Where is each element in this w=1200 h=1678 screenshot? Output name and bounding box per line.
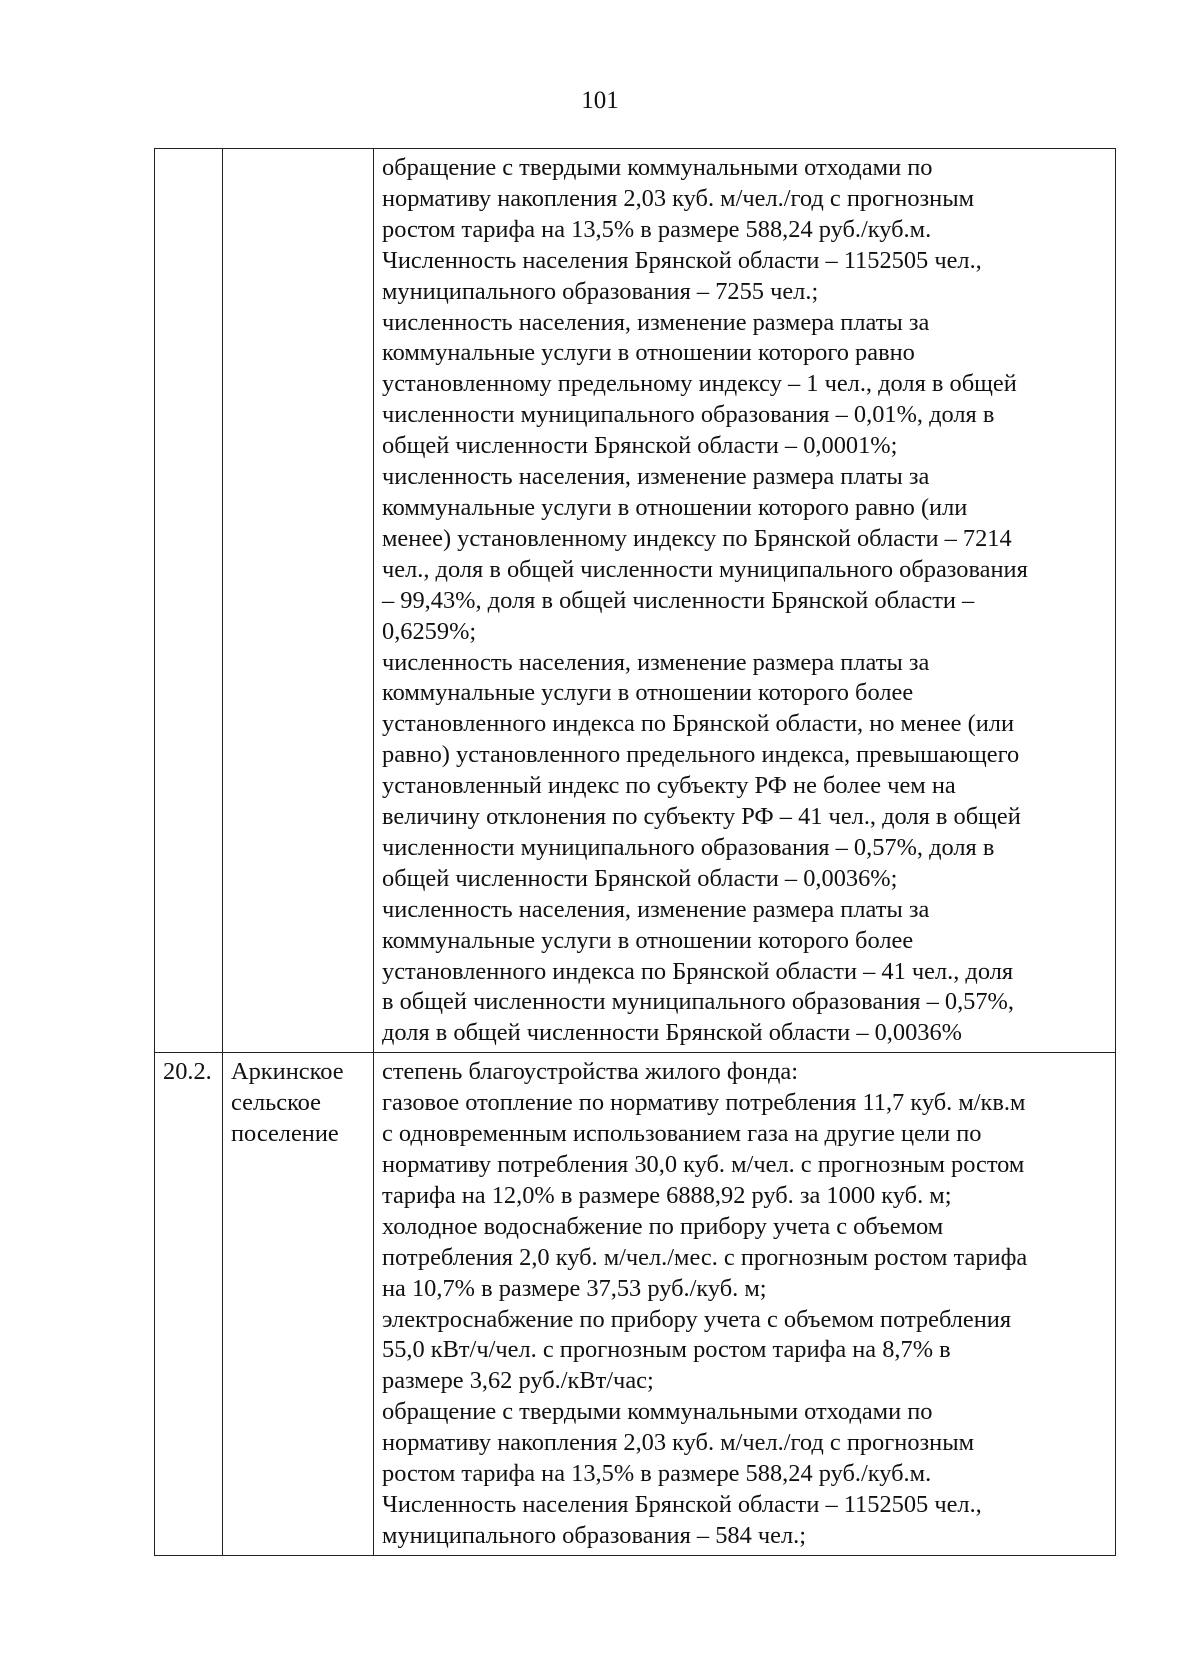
description-cell <box>374 1053 1116 1556</box>
description-line: тарифа на 12,0% в размере 6888,92 руб. за 1000 куб. м; <box>382 1181 952 1209</box>
description-line: газовое отопление по нормативу потребления 11,7 куб. м/кв.м <box>382 1089 1026 1117</box>
description-line: нормативу потребления 30,0 куб. м/чел. с прогнозным ростом <box>382 1151 1025 1178</box>
settlement-name-line: Аркинское <box>231 1058 344 1086</box>
description-line: муниципального образования – 7255 чел.; <box>382 277 819 305</box>
description-line: численность населения, изменение размера платы за <box>382 308 930 336</box>
description-line: коммунальные услуги в отношении которого равно <box>382 339 915 367</box>
description-line: Численность населения Брянской области – 1152505 чел., <box>382 246 982 274</box>
description-line: потребления 2,0 куб. м/чел./мес. с прогнозным ростом тарифа <box>382 1243 1028 1271</box>
description-line: нормативу накопления 2,03 куб. м/чел./год с прогнозным <box>382 184 975 212</box>
description-line: ростом тарифа на 13,5% в размере 588,24 руб./куб.м. <box>382 215 932 243</box>
description-line: муниципального образования – 584 чел.; <box>382 1521 807 1549</box>
description-line: ростом тарифа на 13,5% в размере 588,24 руб./куб.м. <box>382 1460 932 1488</box>
description-line: 55,0 кВт/ч/чел. с прогнозным ростом тарифа на 8,7% в <box>382 1336 951 1364</box>
description-line: доля в общей численности Брянской области – 0,0036% <box>382 1019 963 1047</box>
description-line: численность населения, изменение размера платы за <box>382 895 930 923</box>
description-line: электроснабжение по прибору учета с объемом потребления <box>382 1305 1012 1333</box>
description-line: численности муниципального образования – 0,57%, доля в <box>382 833 995 861</box>
description-line: численность населения, изменение размера платы за <box>382 463 930 491</box>
settlement-name-cell <box>223 1053 374 1556</box>
description-line: коммунальные услуги в отношении которого равно (или <box>382 493 968 521</box>
description-line: установленного индекса по Брянской области – 41 чел., доля <box>382 957 1014 985</box>
description-line: чел., доля в общей численности муниципального образования <box>382 555 1028 583</box>
description-line: установленного индекса по Брянской области, но менее (или <box>382 710 1014 738</box>
description-line: нормативу накопления 2,03 куб. м/чел./год с прогнозным <box>382 1429 975 1457</box>
description-line: с одновременным использованием газа на другие цели по <box>382 1120 982 1148</box>
description-line: обращение с твердыми коммунальными отходами по <box>382 1398 933 1426</box>
description-line: численность населения, изменение размера платы за <box>382 648 930 676</box>
description-line: в общей численности муниципального образования – 0,57%, <box>382 988 1014 1016</box>
row-number-cell <box>155 1053 223 1556</box>
description-line: установленный индекс по субъекту РФ не более чем на <box>382 772 956 800</box>
description-line: установленному предельному индексу – 1 чел., доля в общей <box>382 370 1017 398</box>
settlement-name-line: сельское <box>231 1089 321 1117</box>
data-table <box>154 148 1116 1556</box>
page-number: 101 <box>581 87 619 114</box>
table-row <box>155 1053 1116 1556</box>
settlement-name-cell <box>223 149 374 1053</box>
description-line: менее) установленному индексу по Брянской области – 7214 <box>382 524 1012 552</box>
description-line: 0,6259%; <box>382 617 477 645</box>
table-row <box>155 149 1116 1053</box>
description-line: равно) установленного предельного индекса, превышающего <box>382 741 1020 769</box>
description-line: Численность населения Брянской области – 1152505 чел., <box>382 1490 982 1518</box>
description-line: общей численности Брянской области – 0,0001%; <box>382 432 898 460</box>
description-line: – 99,43%, доля в общей численности Брянской области – <box>382 586 975 614</box>
settlement-name-line: поселение <box>231 1120 339 1148</box>
row-number-cell <box>155 149 223 1053</box>
description-line: коммунальные услуги в отношении которого более <box>382 926 914 954</box>
description-line: размере 3,62 руб./кВт/час; <box>382 1367 654 1395</box>
description-line: обращение с твердыми коммунальными отходами по <box>382 154 933 181</box>
description-line: численности муниципального образования – 0,01%, доля в <box>382 401 995 429</box>
description-line: общей численности Брянской области – 0,0036%; <box>382 864 898 892</box>
description-line: на 10,7% в размере 37,53 руб./куб. м; <box>382 1274 767 1302</box>
description-line: холодное водоснабжение по прибору учета с объемом <box>382 1212 944 1240</box>
description-line: степень благоустройства жилого фонда: <box>382 1058 798 1086</box>
description-line: величину отклонения по субъекту РФ – 41 чел., доля в общей <box>382 803 1021 831</box>
description-line: коммунальные услуги в отношении которого более <box>382 679 914 707</box>
description-cell <box>374 149 1116 1053</box>
row-number: 20.2. <box>163 1058 212 1086</box>
